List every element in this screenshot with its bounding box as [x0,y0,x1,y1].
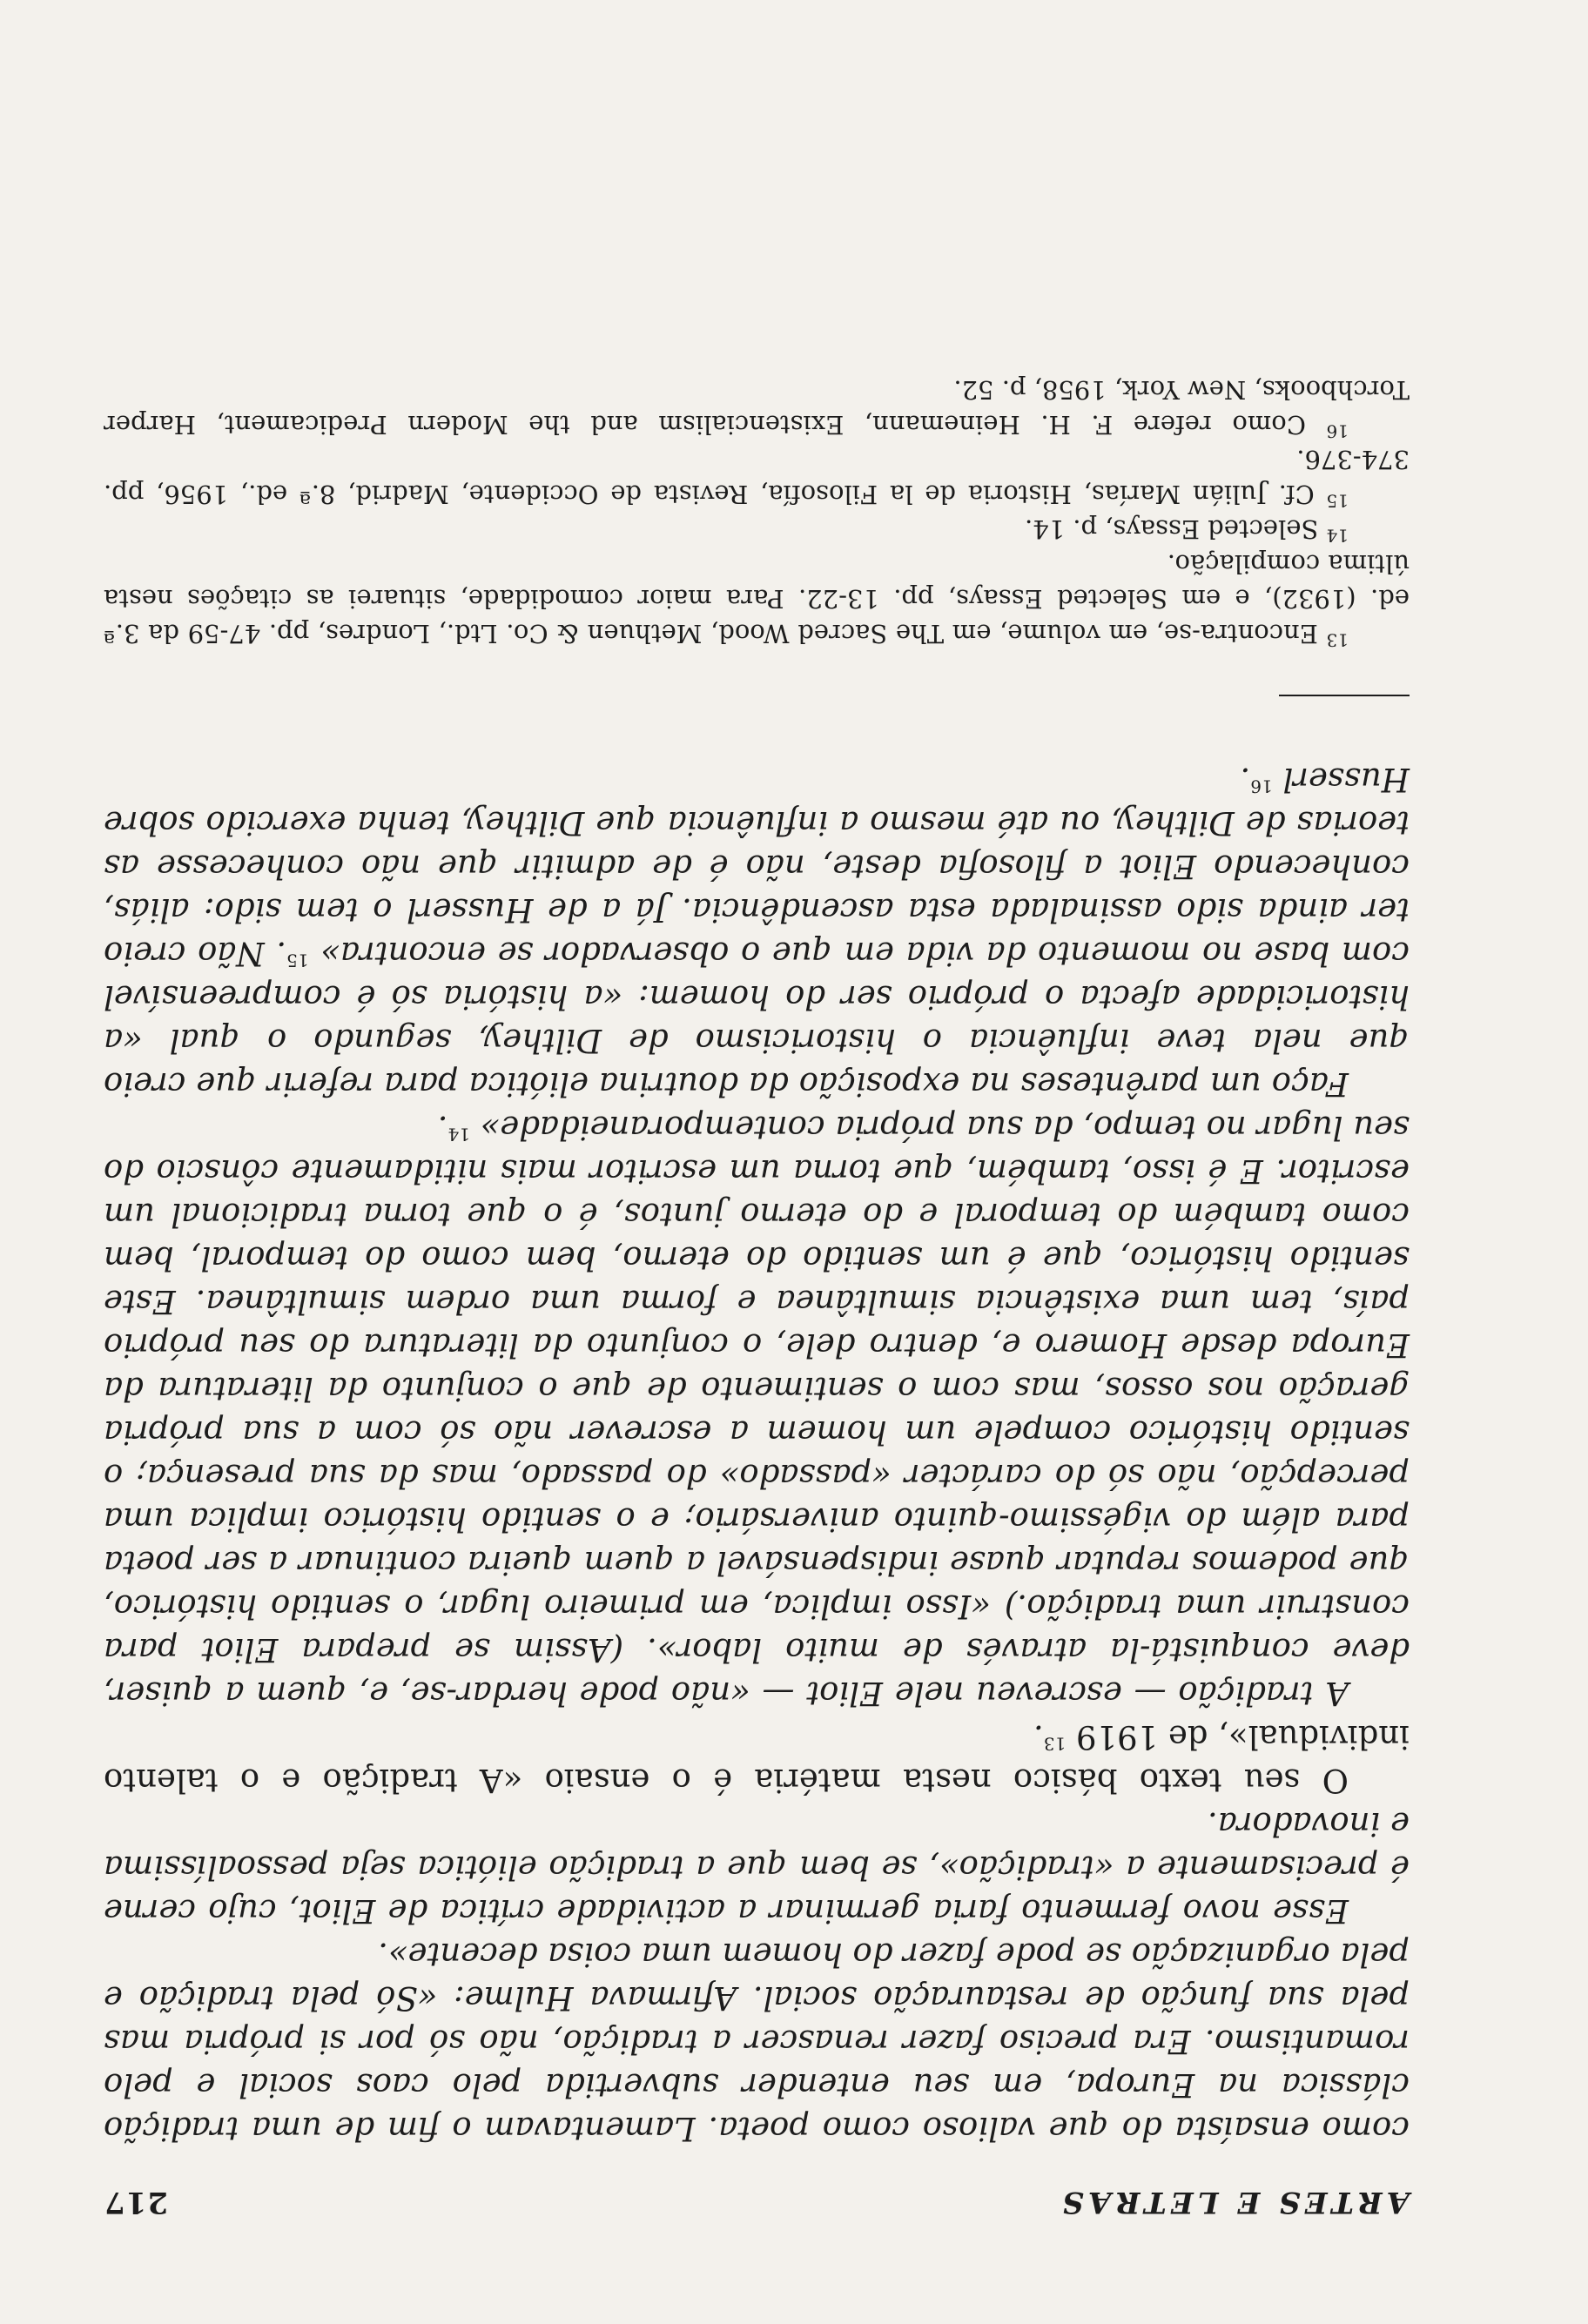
footnote-16-text: Como refere F. H. Heinemann, Existencialism and the Modern Predicament, Harper Torchbooks, New York, 1958, p. 52. [103,375,1410,440]
page-content [104,373,1410,2220]
footnote-14-number: 14 [1326,525,1349,547]
footnote-ref-13: 13 [1043,1733,1067,1755]
paragraph-2-text: Esse novo fermento faria germinar a actividade crítica de Eliot, cujo cerne é precisamente a «tradição», se bem que a tradição eliótica seja pessoalíssima e inovadora. [104,1805,1410,1930]
footnote-13-number: 13 [1326,629,1349,651]
paragraph-5-text: Faço um parênteses na exposição da doutrina eliótica para referir que creio que nela teve influência o historicismo de Dilthey, segundo o qual «a historicidade afecta o próprio ser do homem: «a história só é compreensível com base no momento da vida em que o observador se encontra» [104,935,1410,1103]
paragraph-4: A tradição — escreveu nele Eliot — «não pode herdar-se, e, quem a quiser, deve conquistá-la através de muito labor». (Assim se prepara Eliot para construir uma tradição.) «Isso implica, em primeiro lugar, o sentido histórico, que podemos reputar quase indispensável a quem queira continuar a ser poeta para além do vigéssimo-quinto aniversário; e o sentido histórico implica uma percepção, não só do carácter «passado» do passado, mas da sua presença; o sentido histórico compele um homem a escrever não só com a sua própria geração nos ossos, mas com o sentimento de que o conjunto da literatura da Europa desde Homero e, dentro dele, o conjunto da literatura do seu próprio país, tem uma existência simultânea e forma uma ordem simultânea. Este sentido histórico, que é um sentido do eterno, bem como do temporal, bem como também do temporal e do eterno juntos, é o que torna tradicional um escritor. E é isso, também, que torna um escritor mais nitidamente cônscio do seu lugar no tempo, da sua própria contemporaneidade» $^{14}$. [104,1109,1410,1712]
footnote-15-number: 15 [1326,490,1349,512]
paragraph-3-text: O seu texto básico nesta matéria é o ensaio «A tradição e o talento individual», de 1919 [104,1718,1410,1799]
footnote-15-text: Cf. Julián Marías, Historia de la Filosofía, Revista de Occidente, Madrid, 8.ª ed., 1956, pp. 374-376. [103,445,1410,509]
footnote-separator [1279,695,1410,696]
running-header [104,2185,1410,2220]
footnote-16 [104,373,1410,442]
paragraph-2 [104,1802,1410,1932]
running-title: ARTES E LETRAS [1058,2185,1410,2220]
footnote-14-text: Selected Essays, p. 14. [1024,514,1319,544]
paragraph-1 [104,1932,1410,2150]
footnote-13-text: Encontra-se, em volume, em The Sacred Wood, Methuen & Co. Ltd., Londres, pp. 47-59 da 3.ª ed. (1932), e em Selected Essays, pp. 13-22. Para maior comodidade, situarei as citações nesta última compilação. [104,549,1410,648]
paragraph-1-text: como ensaísta do que valioso como poeta. Lamentavam o fim de uma tradição clássica na Europa, em seu entender subvertida pelo caos social e pelo romantismo. Era preciso fazer renascer a tradição, não só por si própria mas pela sua função de restauração social. Afirmava Hulme: «Só pela tradição e pela organização se pode fazer do homem uma coisa decente». [104,1936,1410,2147]
page-number: 217 [104,2185,168,2220]
footnote-ref-15: 15 [286,950,309,971]
footnote-13 [104,547,1410,651]
paragraph-3: O seu texto básico nesta matéria é o ensaio «A tradição e o talento individual», de 1919 $^{13}$. [104,1718,1410,1799]
footnotes [104,373,1410,651]
paragraph-4-text: A tradição — escreveu nele Eliot — «não pode herdar-se, e, quem a quiser, deve conquistá-la através de muito labor». (Assim se prepara Eliot para construir uma tradição.) «Isso implica, em primeiro lugar, o sentido histórico, que podemos reputar quase indispensável a quem queira continuar a ser poeta para além do vigéssimo-quinto aniversário; e o sentido histórico implica uma percepção, não só do carácter «passado» do passado, mas da sua presença; o sentido histórico compele um homem a escrever não só com a sua própria geração nos ossos, mas com o sentimento de que o conjunto da literatura da Europa desde Homero e, dentro dele, o conjunto da literatura do seu próprio país, tem uma existência simultânea e forma uma ordem simultânea. Este sentido histórico, que é um sentido do eterno, bem como do temporal, bem como também do temporal e do eterno juntos, é o que torna tradicional um escritor. E é isso, também, que torna um escritor mais nitidamente cônscio do seu lugar no tempo, da sua própria contemporaneidade» [104,1109,1410,1712]
footnote-ref-16: 16 [1250,776,1273,797]
footnote-15 [104,442,1410,512]
paragraph-5-continuation: . Não creio ter ainda sido assinalada esta ascendência. Já a de Husserl o tem sido: aliás, conhecendo Eliot a filosofia deste, não é de admitir que não conhecesse as teorias de Dilthey, ou até mesmo a influência que Dilthey, tenha exercido sobre Husserl [103,761,1410,972]
footnote-14 [104,512,1410,547]
paragraph-5: Faço um parênteses na exposição da doutrina eliótica para referir que creio que nela teve influência o historicismo de Dilthey, segundo o qual «a historicidade afecta o próprio ser do homem: «a história só é compreensível com base no momento da vida em que o observador se encontra» $^{15}$. Não creio ter ainda sido assinalada esta ascendência. Já a de Husserl o tem sido: aliás, conhecendo Eliot a filosofia deste, não é de admitir que não conhecesse as teorias de Dilthey, ou até mesmo a influência que Dilthey, tenha exercido sobre Husserl $^{16}$. [103,761,1410,1103]
body-text [104,757,1410,2150]
footnote-ref-14: 14 [447,1124,470,1145]
footnote-16-number: 16 [1326,420,1349,442]
